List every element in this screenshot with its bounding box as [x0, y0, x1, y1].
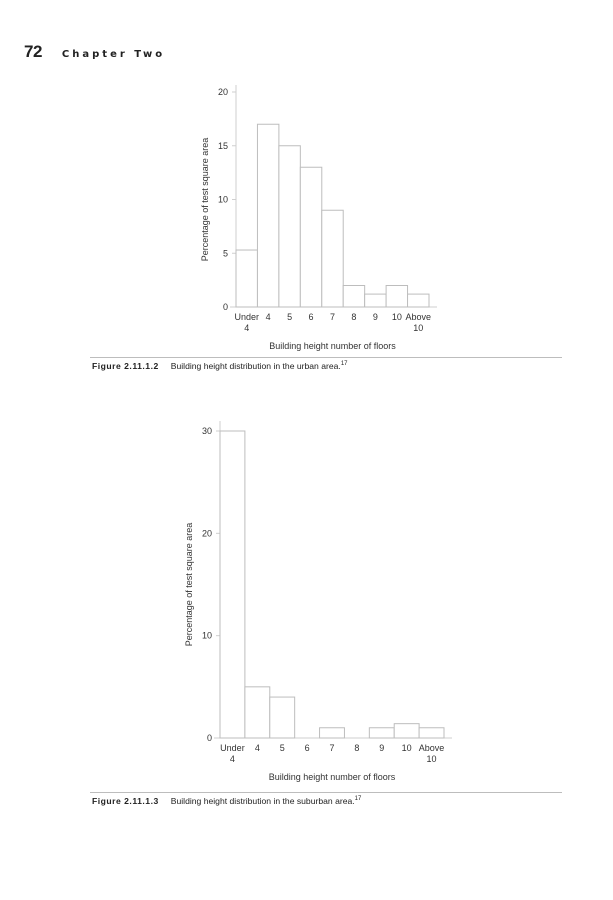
bar — [320, 728, 345, 738]
bar — [369, 728, 394, 738]
y-tick-label: 30 — [201, 426, 212, 436]
bar — [270, 697, 295, 738]
figure-label: Figure 2.11.1.3 — [92, 796, 159, 806]
y-axis-label: Percentage of test square area — [200, 137, 210, 262]
bar — [257, 124, 278, 307]
x-tick-label: 7 — [329, 312, 336, 322]
page-number: 72 — [24, 42, 42, 61]
y-tick-label: 10 — [201, 630, 212, 641]
x-tick-label: Above 10 — [405, 312, 432, 333]
x-tick-label: 4 — [265, 312, 271, 322]
caption-text: Building height distribution in the urban area. — [170, 361, 341, 371]
bar — [279, 146, 300, 307]
bar — [300, 167, 321, 307]
chapter-title: Chapter Two — [61, 49, 166, 60]
y-tick-label: 0 — [222, 302, 228, 312]
bar — [220, 431, 245, 738]
caption-rule — [90, 357, 562, 358]
figure-label: Figure 2.11.1.2 — [92, 361, 159, 371]
x-tick-label: 9 — [379, 743, 385, 753]
x-tick-label: 5 — [279, 743, 285, 753]
x-tick-label: Above 10 — [418, 743, 445, 764]
bar — [394, 724, 419, 738]
x-tick-label: 6 — [308, 312, 314, 322]
x-tick-label: 4 — [254, 743, 260, 753]
x-tick-label: 6 — [304, 743, 310, 753]
bar — [365, 294, 386, 307]
bar — [236, 250, 257, 307]
y-tick-label: 0 — [206, 733, 212, 743]
y-tick-label: 20 — [201, 528, 212, 539]
figure-caption-suburban — [92, 796, 361, 806]
x-tick-label: 8 — [354, 743, 360, 753]
x-axis-label: Building height number of floors — [269, 341, 396, 351]
x-tick-label: 8 — [351, 312, 357, 322]
x-tick-label: 5 — [287, 312, 293, 322]
x-tick-label: 10 — [391, 312, 402, 322]
x-tick-label: Under 4 — [220, 743, 245, 764]
urban-height-chart — [0, 85, 613, 355]
caption-rule — [90, 792, 562, 793]
x-tick-label: Under 4 — [234, 312, 259, 333]
suburban-height-chart — [0, 410, 613, 790]
y-tick-label: 5 — [222, 248, 228, 259]
x-tick-label: 7 — [329, 743, 335, 753]
bar — [343, 286, 364, 308]
x-tick-label: 10 — [401, 743, 412, 753]
caption-text: Building height distribution in the suburban area. — [170, 796, 355, 806]
y-tick-label: 15 — [217, 140, 228, 151]
y-axis-label: Percentage of test square area — [184, 522, 194, 647]
x-tick-label: 9 — [372, 312, 378, 322]
page-header — [24, 42, 165, 62]
y-tick-label: 20 — [217, 87, 228, 97]
x-axis-label: Building height number of floors — [268, 772, 396, 782]
bar — [245, 687, 270, 738]
caption-ref: 17 — [354, 796, 362, 803]
caption-ref: 17 — [340, 361, 348, 368]
bar — [386, 286, 407, 308]
figure-caption-urban — [92, 361, 348, 371]
bar — [408, 294, 429, 307]
bar — [322, 210, 343, 307]
bar — [419, 728, 444, 738]
y-tick-label: 10 — [217, 194, 228, 205]
